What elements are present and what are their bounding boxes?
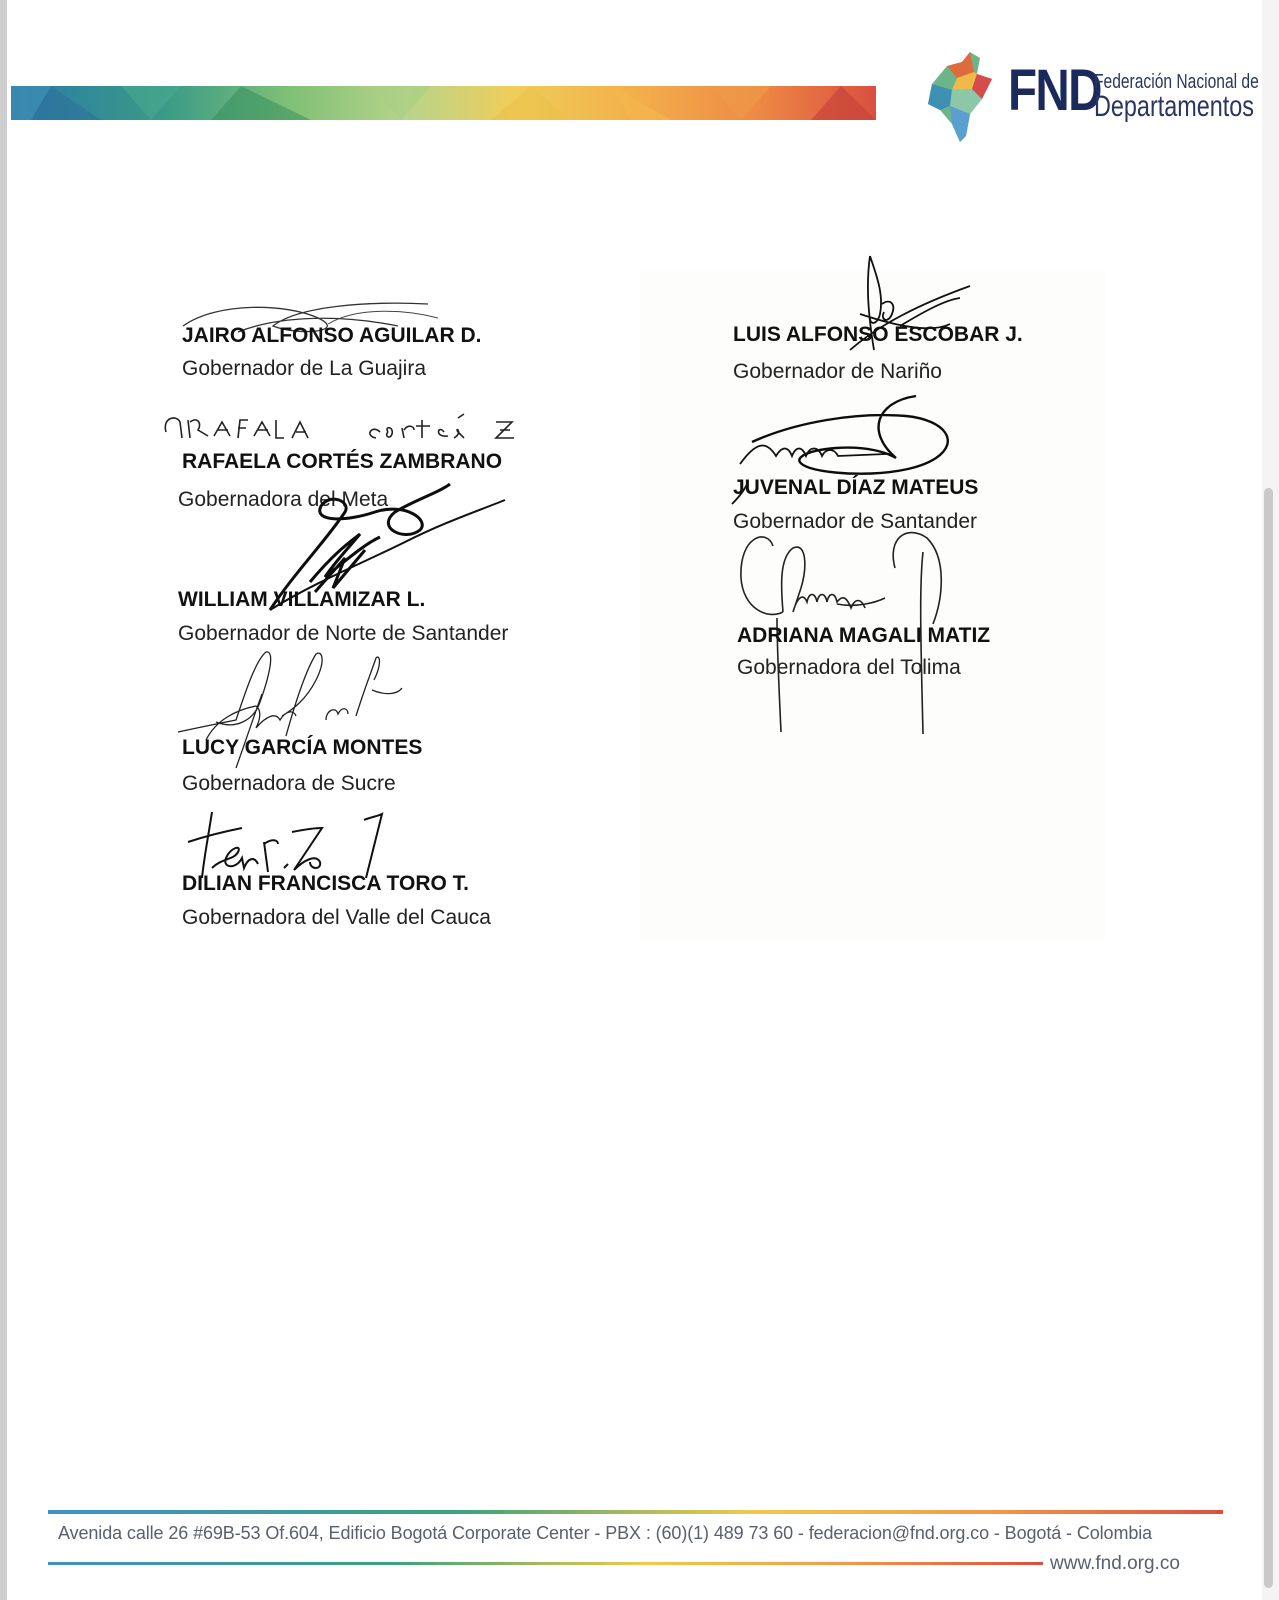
signatory-role: Gobernador de La Guajira bbox=[182, 357, 426, 380]
signatory-name: LUCY GARCÍA MONTES bbox=[182, 736, 423, 759]
logo-line-1: Federación Nacional de bbox=[1094, 71, 1259, 93]
signatory-name: DILIAN FRANCISCA TORO T. bbox=[182, 872, 469, 895]
signatory-role: Gobernador de Norte de Santander bbox=[178, 622, 509, 645]
logo-abbreviation: FND bbox=[1008, 58, 1101, 123]
footer-divider-bottom bbox=[48, 1562, 1043, 1565]
logo-line-2: Departamentos bbox=[1094, 90, 1254, 123]
signatory-name: JAIRO ALFONSO AGUILAR D. bbox=[182, 324, 482, 347]
signatory-role: Gobernadora de Sucre bbox=[182, 772, 396, 795]
header-color-banner bbox=[11, 86, 876, 120]
logo-full-name bbox=[1094, 72, 1259, 122]
page-left-edge bbox=[0, 0, 7, 1600]
signatory-role: Gobernadora del Meta bbox=[178, 488, 389, 511]
signatory-role: Gobernadora del Tolima bbox=[737, 656, 961, 679]
signatory-role: Gobernadora del Valle del Cauca bbox=[182, 906, 491, 929]
signatory-role: Gobernador de Nariño bbox=[733, 360, 942, 383]
signatory-name: WILLIAM VILLAMIZAR L. bbox=[178, 588, 426, 611]
signatory-name: LUIS ALFONSO ESCOBAR J. bbox=[733, 323, 1023, 346]
signatory-role: Gobernador de Santander bbox=[733, 510, 978, 533]
signatory-name: JUVENAL DÍAZ MATEUS bbox=[733, 476, 979, 499]
footer-address: Avenida calle 26 #69B-53 Of.604, Edificio Bogotá Corporate Center - PBX : (60)(1) 489 73 60 - federacion@fnd.org.co - Bogotá - Colombia bbox=[58, 1523, 1153, 1543]
scrollbar-thumb[interactable] bbox=[1264, 488, 1273, 1588]
footer-website-link[interactable]: www.fnd.org.co bbox=[1050, 1553, 1180, 1574]
signature-cortes bbox=[158, 410, 533, 446]
signatory-name: ADRIANA MAGALI MATIZ bbox=[737, 624, 991, 647]
signatory-name: RAFAELA CORTÉS ZAMBRANO bbox=[182, 450, 503, 473]
footer-divider-top bbox=[48, 1510, 1223, 1514]
